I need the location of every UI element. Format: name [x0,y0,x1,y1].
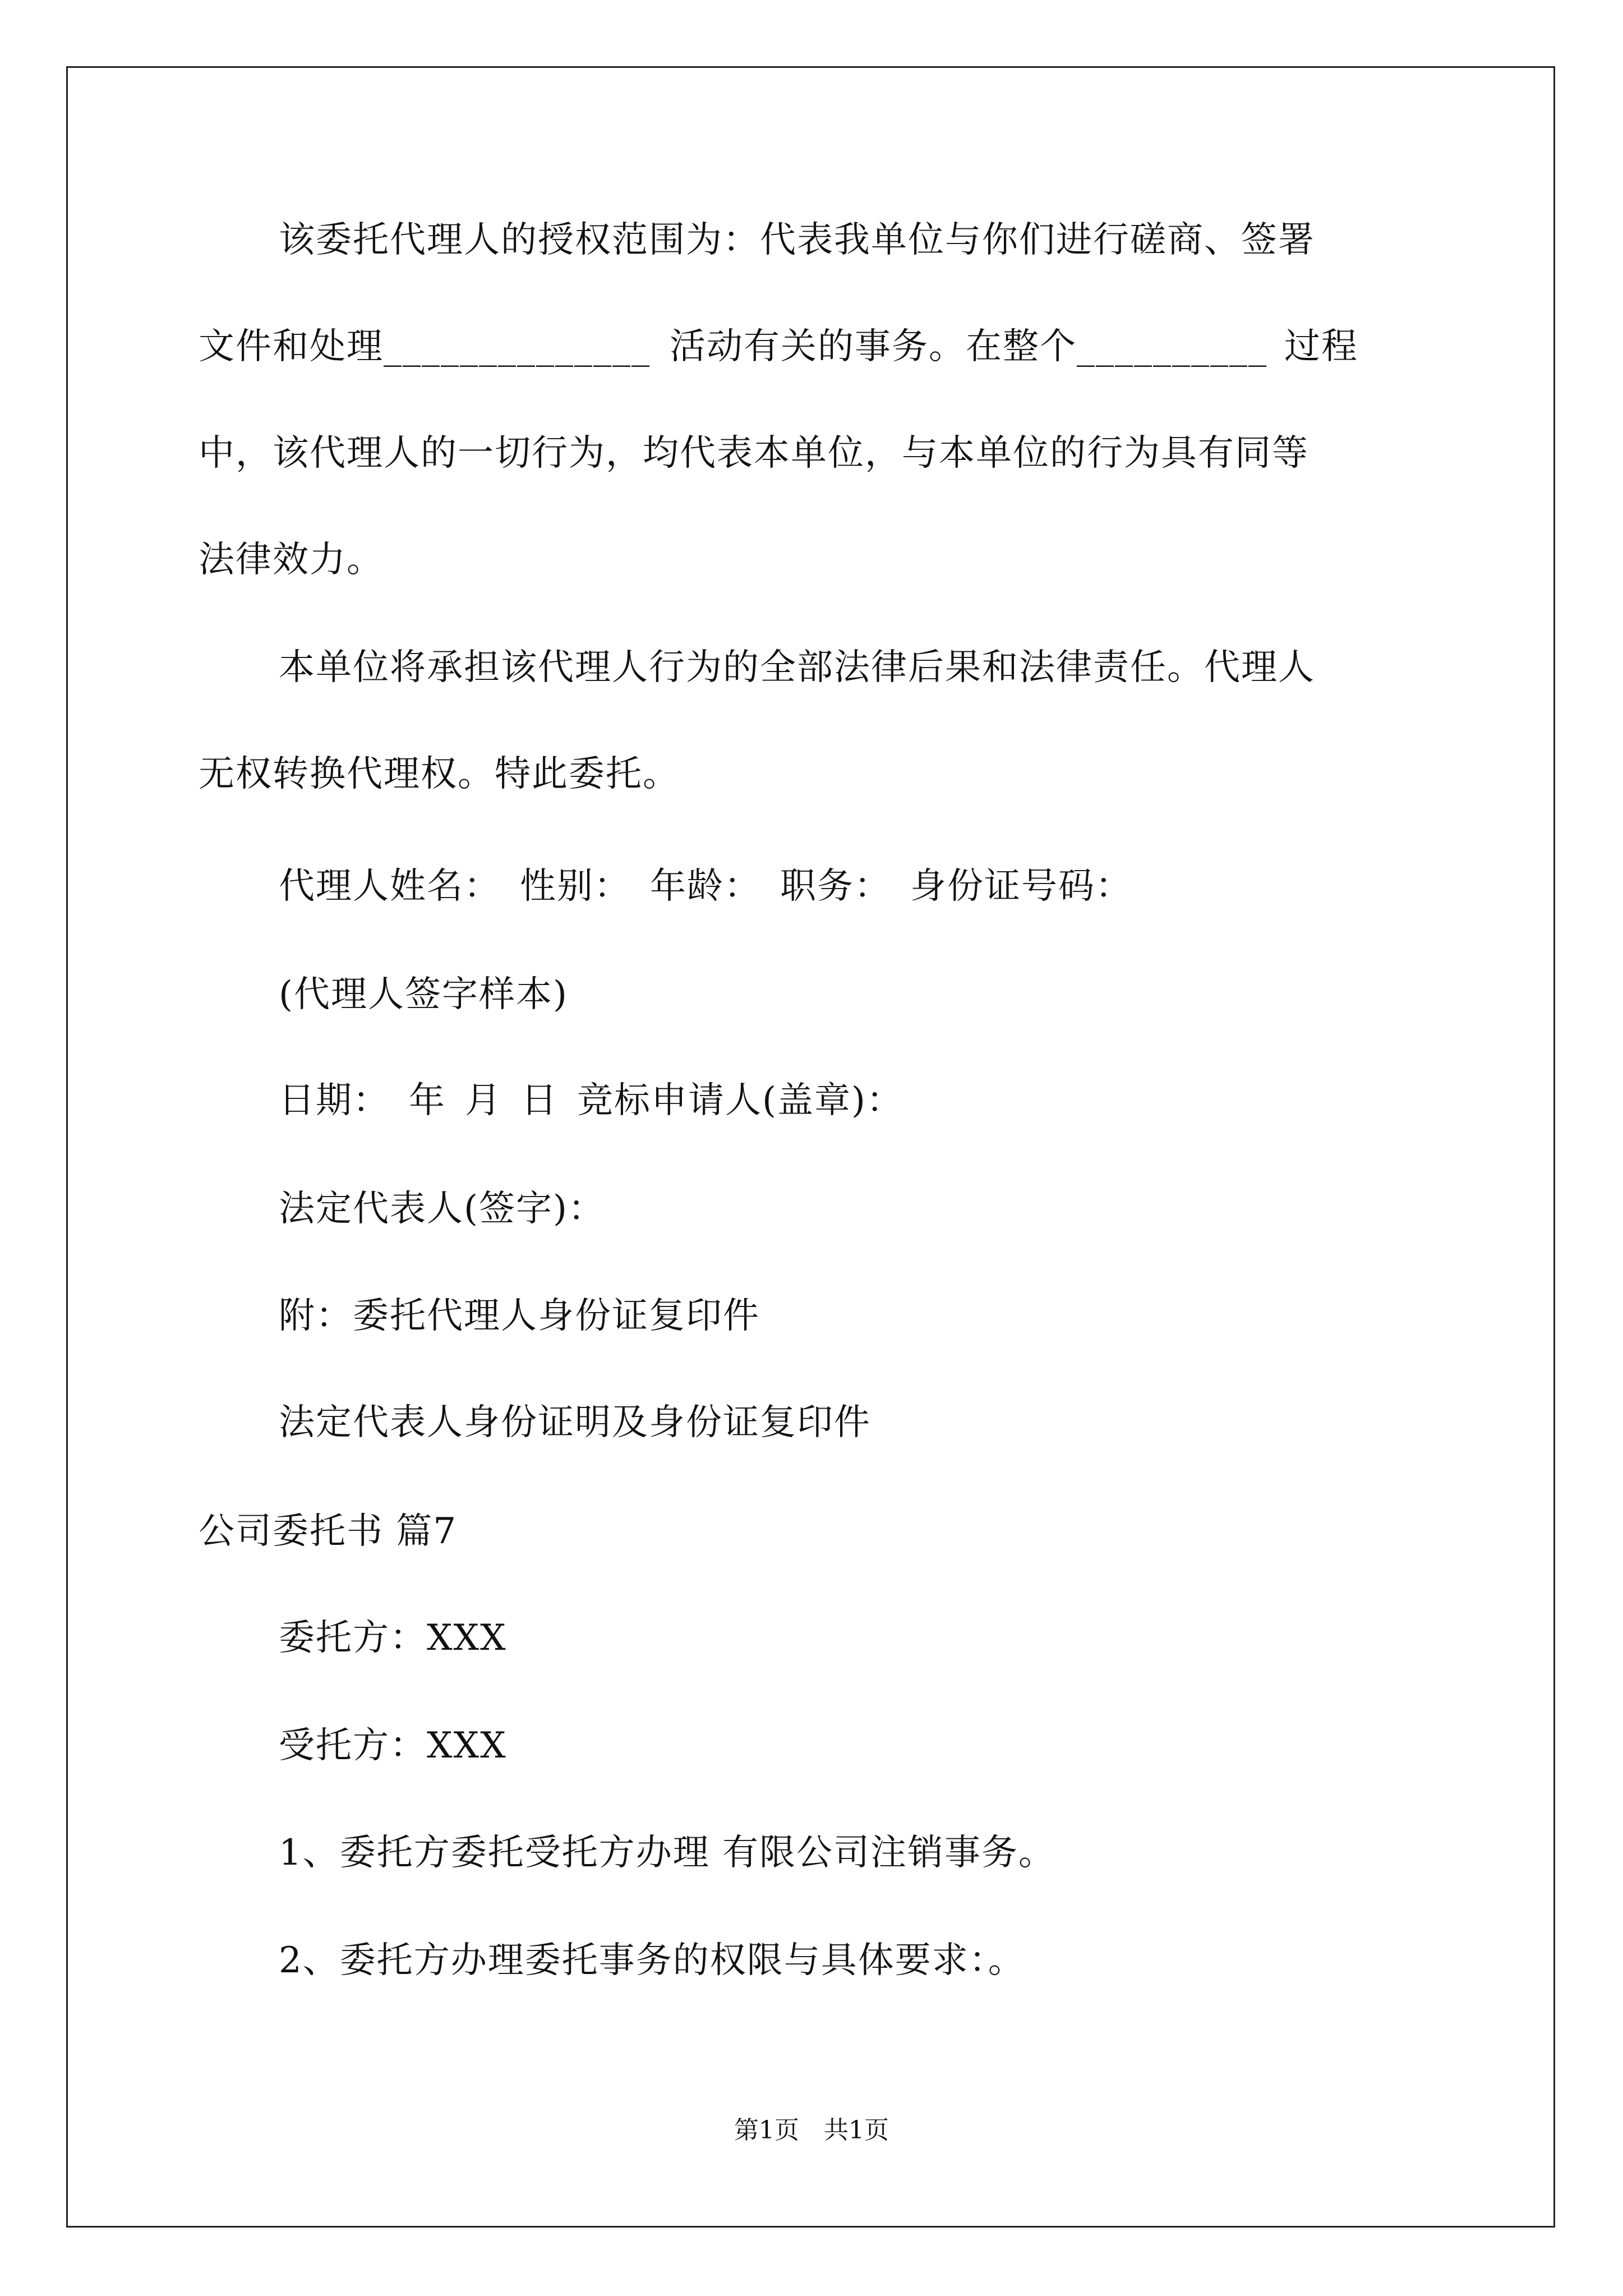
text-segment: 活动有关的事务。在整个 [670,326,1077,367]
paragraph-line: 无权转换代理权。特此委托。 [199,753,680,795]
section-heading: 公司委托书 篇7 [199,1511,458,1552]
agent-gender-label: 性别： [520,866,631,907]
agent-name-label: 代理人姓名： [279,866,501,907]
paragraph-line: 法律效力。 [199,539,384,581]
date-line [279,1078,903,1123]
list-item: 1、委托方委托受托方办理 有限公司注销事务。 [279,1832,1056,1874]
month-label: 月 [465,1080,502,1121]
agent-line: 受托方：XXX [279,1725,507,1766]
paragraph-line [199,324,1358,369]
agent-fields-line [279,864,1132,909]
year-label: 年 [409,1080,446,1121]
paragraph-line: 该委托代理人的授权范围为：代表我单位与你们进行磋商、签署 [279,219,1315,261]
agent-position-label: 职务： [780,866,891,907]
agent-age-label: 年龄： [650,866,761,907]
blank-underline: __________ [1077,326,1267,367]
text-segment: 文件和处理 [199,326,384,367]
blank-underline: ______________ [384,326,651,367]
date-label: 日期： [279,1080,390,1121]
paragraph-line: 中，该代理人的一切行为，均代表本单位，与本单位的行为具有同等 [199,432,1309,474]
legal-rep-signature: 法定代表人(签字)： [279,1188,605,1230]
page-footer: 第1页 共1页 [734,2116,889,2145]
day-label: 日 [521,1080,558,1121]
agent-id-label: 身份证号码： [910,866,1132,907]
attachment-line: 法定代表人身份证明及身份证复印件 [279,1402,871,1443]
applicant-seal-label: 竞标申请人(盖章)： [577,1080,903,1121]
list-item: 2、委托方办理委托事务的权限与具体要求：。 [279,1940,1025,1981]
signature-sample: (代理人签字样本) [279,974,568,1015]
paragraph-line: 本单位将承担该代理人行为的全部法律后果和法律责任。代理人 [279,647,1315,688]
attachment-line: 附：委托代理人身份证复印件 [279,1295,760,1337]
page-border [66,66,1555,2228]
text-segment: 过程 [1284,326,1358,367]
principal-line: 委托方：XXX [279,1617,507,1659]
